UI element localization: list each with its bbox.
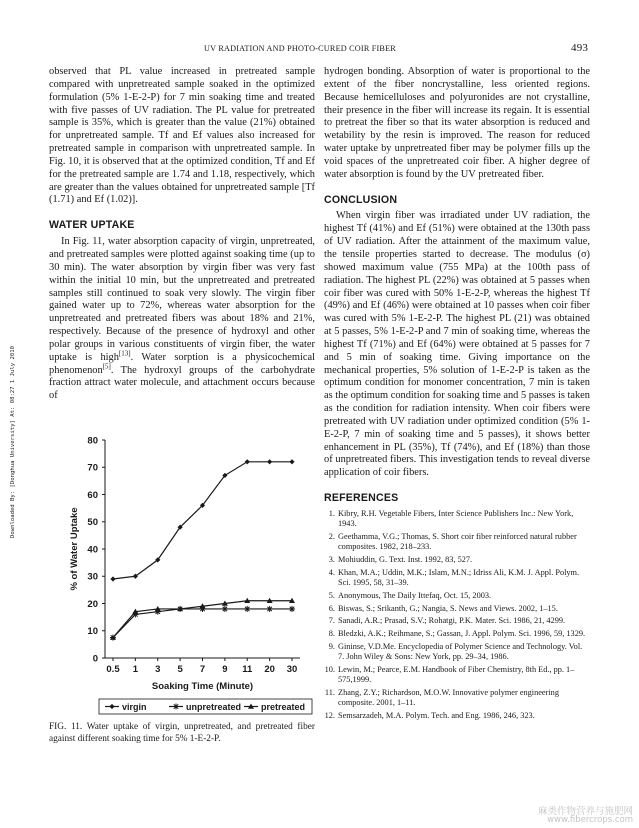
data-point-virgin bbox=[245, 459, 250, 464]
y-axis-label: % of Water Uptake bbox=[69, 507, 80, 591]
reference-item: 6. Biswas, S.; Srikanth, G.; Nangia, S. News and Views. 2002, 1–15. bbox=[328, 603, 558, 613]
right-column bbox=[324, 66, 590, 724]
y-tick-label: 10 bbox=[87, 626, 98, 638]
page-number: 493 bbox=[571, 42, 589, 54]
y-tick-label: 20 bbox=[87, 598, 98, 610]
x-axis-label: Soaking Time (Minute) bbox=[151, 681, 254, 692]
reference-item: 11. Zhang, Z.Y.; Richardson, M.O.W. Innovative polymer engineering composite. 2001, 1–11. bbox=[324, 687, 559, 708]
x-tick-label: 3 bbox=[155, 664, 161, 675]
y-tick-label: 80 bbox=[87, 435, 98, 447]
legend-label-unpretreated: unpretreated bbox=[186, 702, 242, 712]
y-tick-label: 0 bbox=[92, 653, 98, 665]
conclusion-paragraph: When virgin fiber was irradiated under UV radiation, the highest Tf (41%) and Ef (51%) were obtained at the 130th pass of UV radiation. After the attainment of the maximum value, the tensile properties started to decrease. The modulus (σ) showed maximum value (755 MPa) at the 100th pass of radiation. The highest PL (22%) was obtained at 5 passes when coir fiber was cured with 50% 1-E-2-P, whereas the highest Tf (49%) and Ef (46%) were obtained at 10 passes when coir fiber was cured with 5% 1-E-2-P. The highest PL (21) was obtained at 5 passes, 5% 1-E-2-P and 7 min of soaking time, whereas the highest Tf (71%) and Ef (64%) were obtained at 5 passes for 7 and 5 min of soaking time. Giving importance on the mechanical properties, 5% solution of 1-E-2-P is taken as the optimum condition for monomer concentration, 7 min is taken as the optimum condition for soaking time and 5 passes is taken as the condition for radiation intensity. When coir fibers were pretreated with UV radiation under optimized condition (5% 1-E-2-P, 7 min of soaking time and 5 passes), it shows better enhancement in PL (35%), Tf (74%), and Ef (18%) than those of unpretreated fibers. This investigation tends to reveal diverse application of coir fibers. bbox=[324, 210, 590, 479]
x-tick-label: 5 bbox=[177, 664, 183, 675]
reference-item: 8. Bledzki, A.K.; Reihmane, S.; Gassan, J. Appl. Polym. Sci. 1996, 59, 1329. bbox=[328, 629, 586, 639]
reference-item: 7. Sanadi, A.R.; Prasad, S.V.; Rohatgi, P.K. Mater. Sci. 1986, 21, 4299. bbox=[328, 616, 566, 626]
figure-caption: FIG. 11. Water uptake of virgin, unpretreated, and pretreated fiber against different soaking time for 5% 1-E-2-P. bbox=[49, 722, 315, 744]
data-point-unpretreated bbox=[289, 606, 295, 612]
intro-paragraph: observed that PL value increased in pretreated sample compared with unpretreated sample soaked in the optimized formulation (5% 1-E-2-P) for 7 min soaking time and treated with five passes of UV radiation. The PL value for pretreated sample is 35%, which is greater than the value (21%) obtained for unpretreated sample. Tf and Ef values also increased for pretreated sample in comparison with unpretreated sample. In Fig. 10, it is observed that at the optimized condition, Tf and Ef for the pretreated sample are 1.74 and 1.18, respectively, which are greater than the values obtained for unpretreated sample [Tf (1.71) and Ef (1.02)]. bbox=[49, 66, 315, 206]
data-point-unpretreated bbox=[267, 606, 273, 612]
y-tick-label: 30 bbox=[87, 571, 98, 583]
series-line-unpretreated bbox=[113, 609, 292, 638]
conclusion-heading: CONCLUSION bbox=[324, 193, 398, 206]
x-tick-label: 7 bbox=[199, 664, 206, 675]
y-tick-label: 60 bbox=[87, 489, 98, 501]
legend-label-pretreated: pretreated bbox=[261, 702, 306, 712]
y-tick-label: 40 bbox=[87, 544, 98, 556]
watermark-url: www.fibercrops.com bbox=[547, 815, 633, 825]
data-point-unpretreated bbox=[222, 606, 228, 612]
reference-item: 3. Mohiuddin, G. Text. Inst. 1992, 83, 527. bbox=[328, 555, 473, 564]
water-uptake-paragraph bbox=[49, 236, 315, 403]
citation-5: [5] bbox=[102, 362, 111, 371]
data-point-virgin bbox=[110, 576, 115, 581]
watermark-cn: 麻类作物营养与施肥网 bbox=[537, 806, 633, 817]
data-point-unpretreated bbox=[244, 606, 250, 612]
reference-item: 5. Anonymous, The Daily Ittefaq, Oct. 15, 2003. bbox=[328, 590, 492, 600]
water-uptake-chart bbox=[55, 430, 315, 720]
x-tick-label: 20 bbox=[264, 664, 275, 675]
legend-label-virgin: virgin bbox=[122, 702, 147, 712]
reference-item: 2. Geethamma, V.G.; Thomas, S. Short coir fiber reinforced natural rubber composites. 1982, 218–233. bbox=[328, 532, 577, 552]
reference-item: 10. Lewin, M.; Pearce, E.M. Handbook of Fiber Chemistry, 8th Ed., pp. 1–575,1999. bbox=[324, 664, 575, 685]
reference-item: 9. Gininse, V.D.Me. Encyclopedia of Polymer Science and Technology. Vol. 7. John Wiley & Sons: New York, pp. 29–34, 1986. bbox=[328, 641, 583, 662]
water-text-3: . The hydroxyl groups of the carbohydrate fraction attract water molecule, and attachment occurs because of bbox=[49, 364, 315, 402]
series-line-virgin bbox=[113, 462, 292, 579]
download-note-text: Downloaded By: [Donghua University] At: 08:27 1 July 2010 bbox=[10, 346, 16, 538]
water-uptake-heading: WATER UPTAKE bbox=[49, 219, 135, 232]
site-watermark bbox=[507, 803, 637, 825]
running-head-title: UV RADIATION AND PHOTO-CURED COIR FIBER bbox=[204, 44, 396, 53]
continuation-paragraph: hydrogen bonding. Absorption of water is proportional to the extent of the fiber noncrystalline, less oriented regions. Because hemicelluloses and polyuronides are not crystalline, their presence in the fiber will increase its regain. It is essential to pretreat the fiber so that its water absorption is reduced and wetability by the resin is improved. The reason for reduced water uptake by unpretreated fiber may be polymer fills up the void spaces of the unpretreated coir fiber. A higher degree of water absorption is found by the UV pretreated fiber. bbox=[324, 66, 590, 180]
y-tick-label: 50 bbox=[87, 517, 98, 529]
water-text-1: In Fig. 11, water absorption capacity of virgin, unpretreated, and pretreated samples were plotted against soaking time (up to 30 min). The water absorption by virgin fiber was very fast within the initial 10 min, but the unpretreated and pretreated samples still continued to soak very slowly. The virgin fiber gained water up to 72%, whereas water absorption for the unpretreated and pretreated fibers was about 18% and 21%, respectively. Because of the presence of hydroxyl and other polar groups in various constituents of virgin fiber, the water uptake is high bbox=[49, 236, 315, 363]
y-tick-label: 70 bbox=[87, 462, 98, 474]
legend-marker-virgin bbox=[109, 704, 114, 709]
x-tick-label: 30 bbox=[286, 664, 298, 675]
reference-item: 12. Semsarzadeh, M.A. Polym. Tech. and Eng. 1986, 246, 323. bbox=[324, 710, 535, 720]
water-text-2: . Water sorption is a physicochemical phenomenon bbox=[49, 351, 316, 376]
x-tick-label: 11 bbox=[242, 664, 253, 675]
legend-marker-unpretreated bbox=[173, 704, 179, 710]
reference-item: 4. Khan, M.A.; Uddin, M.K.; Islam, M.N.; Idriss Ali, K.M. J. Appl. Polym. Sci. 1995, 58, 31–39. bbox=[328, 567, 580, 587]
left-column bbox=[49, 66, 315, 403]
data-point-virgin bbox=[289, 459, 294, 464]
x-tick-label: 0.5 bbox=[106, 664, 120, 675]
download-note bbox=[0, 298, 16, 538]
references-heading: REFERENCES bbox=[324, 492, 399, 505]
data-point-virgin bbox=[267, 459, 272, 464]
reference-list bbox=[324, 509, 590, 721]
reference-item: 1. Kibry, R.H. Vegetable Fibers, Inter Science Publishers Inc.: New York, 1943. bbox=[328, 509, 574, 529]
x-tick-label: 9 bbox=[222, 664, 228, 675]
running-head bbox=[0, 44, 639, 58]
citation-13: [13] bbox=[118, 349, 131, 358]
x-tick-label: 1 bbox=[132, 664, 139, 675]
figure-11 bbox=[55, 430, 315, 720]
